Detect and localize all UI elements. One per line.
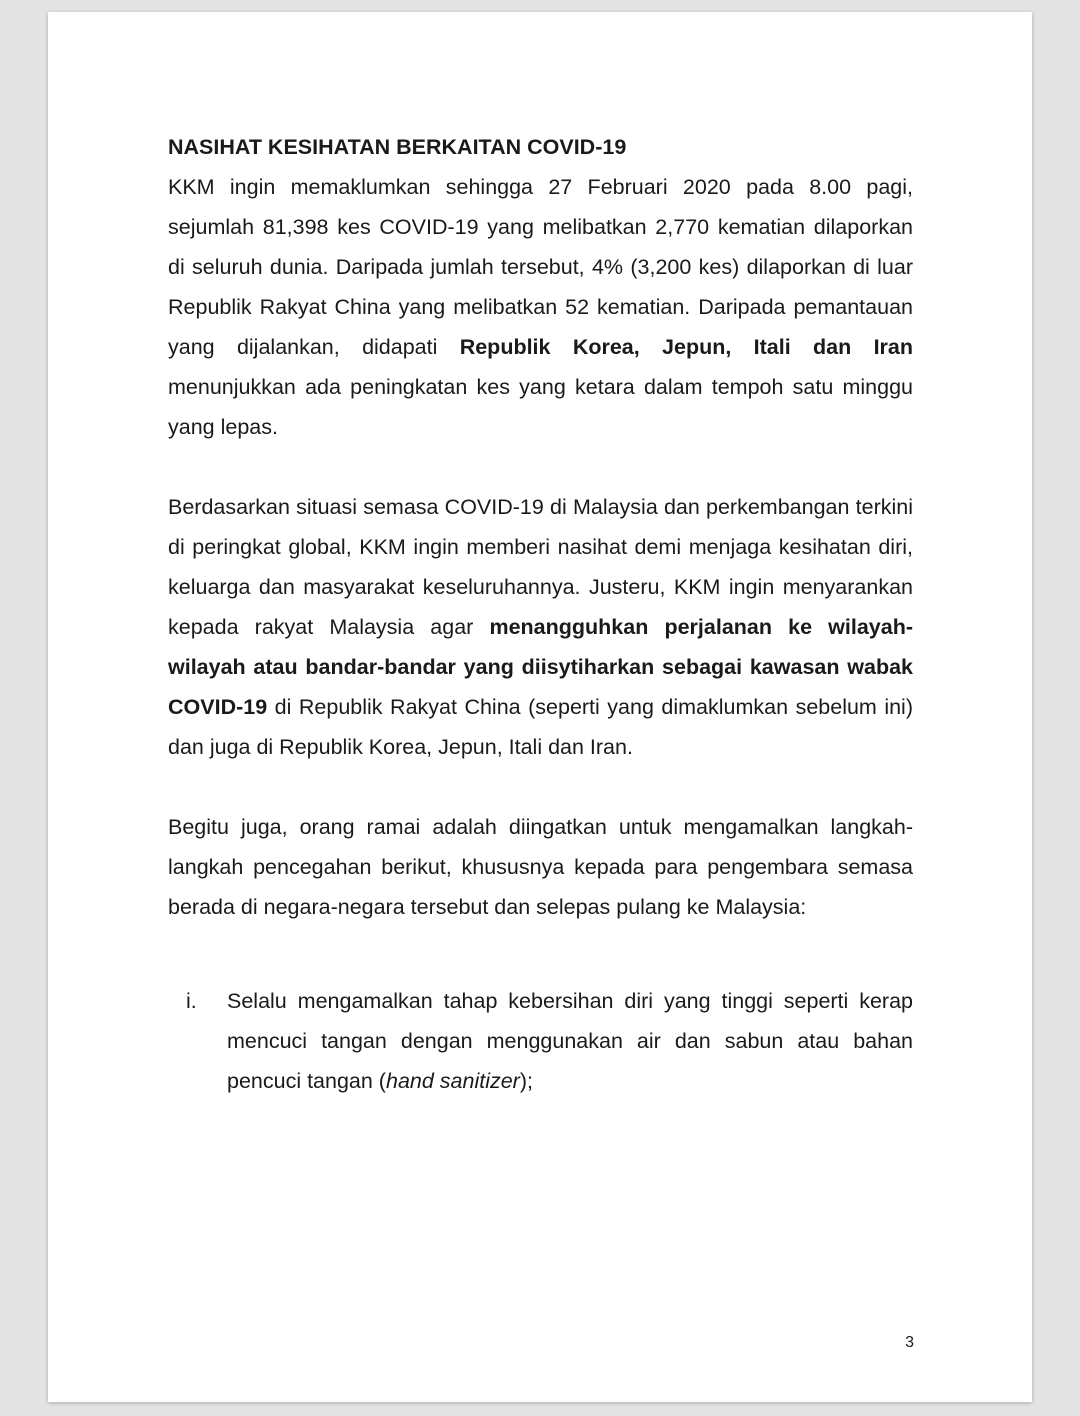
list-item: [168, 981, 913, 1101]
page-content: [168, 127, 913, 1101]
paragraph-text: di Republik Rakyat China (seperti yang dimaklumkan sebelum ini) dan juga di Republik Korea, Jepun, Itali dan Iran.: [168, 695, 913, 759]
list-item-italic-text: hand sanitizer: [385, 1069, 520, 1093]
paragraph-covid-statistics: [168, 167, 913, 447]
paragraph-bold-text: menangguhkan perjalanan ke wilayah-wilayah atau bandar-bandar yang diisytiharkan sebagai kawasan wabak COVID-19: [168, 615, 913, 719]
document-page: [48, 12, 1032, 1402]
page-number: 3: [905, 1334, 914, 1351]
paragraph-text: Berdasarkan situasi semasa COVID-19 di Malaysia dan perkembangan terkini di peringkat global, KKM ingin memberi nasihat demi menjaga kesihatan diri, keluarga dan masyarakat keseluruhannya. Justeru, KKM ingin menyarankan kepada rakyat Malaysia agar: [168, 495, 913, 639]
paragraph-bold-text: Republik Korea, Jepun, Itali dan Iran: [459, 335, 913, 359]
paragraph-spacer: [168, 927, 913, 981]
list-item-text: Selalu mengamalkan tahap kebersihan diri yang tinggi seperti kerap mencuci tangan dengan menggunakan air dan sabun atau bahan pencuci tangan (: [227, 989, 913, 1093]
list-item-text: );: [519, 1069, 533, 1093]
paragraph-text: Begitu juga, orang ramai adalah diingatkan untuk mengamalkan langkah-langkah pencegahan berikut, khususnya kepada para pengembara semasa berada di negara-negara tersebut dan selepas pulang ke Malaysia:: [168, 815, 913, 919]
document-title: NASIHAT KESIHATAN BERKAITAN COVID-19: [168, 135, 627, 159]
paragraph-text: KKM ingin memaklumkan sehingga 27 Februari 2020 pada 8.00 pagi, sejumlah 81,398 kes COVID-19 yang melibatkan 2,770 kematian dilaporkan di seluruh dunia. Daripada jumlah tersebut, 4% (3,200 kes) dilaporkan di luar Republik Rakyat China yang melibatkan 52 kematian. Daripada pemantauan yang dijalankan, didapati: [168, 175, 913, 359]
paragraph-spacer: [168, 447, 913, 487]
paragraph-text: menunjukkan ada peningkatan kes yang ketara dalam tempoh satu minggu yang lepas.: [168, 375, 913, 439]
paragraph-spacer: [168, 767, 913, 807]
paragraph-prevention-intro: [168, 807, 913, 927]
list-marker: i.: [186, 989, 197, 1013]
paragraph-travel-advice: [168, 487, 913, 767]
